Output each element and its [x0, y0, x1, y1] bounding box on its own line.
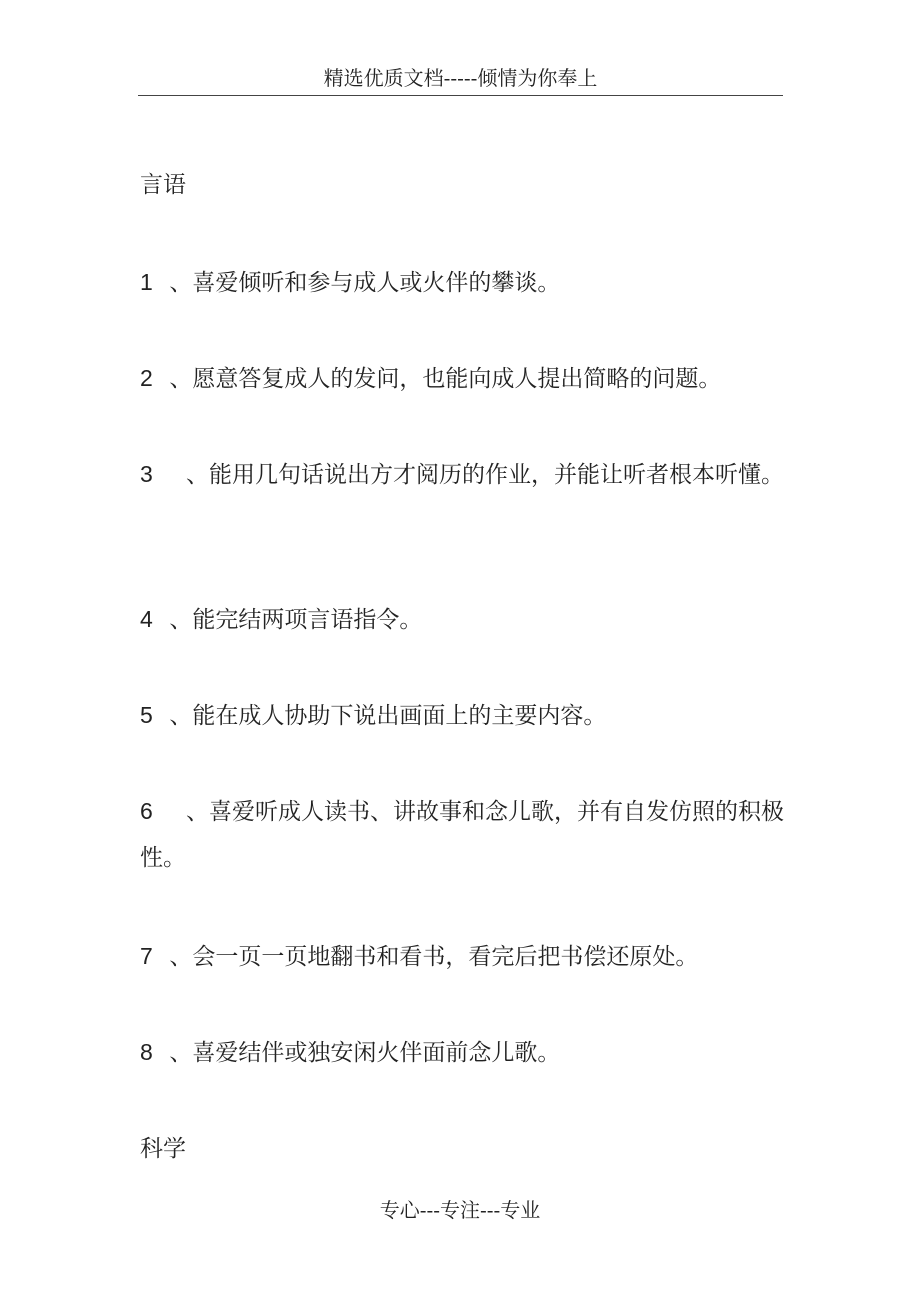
list-item	[140, 259, 790, 306]
list-item	[140, 933, 790, 980]
item-number: 4	[140, 606, 153, 632]
item-number: 7	[140, 943, 153, 969]
item-text: 、喜爱听成人读书、讲故事和念儿歌，并有自发仿照的积极性。	[140, 799, 784, 871]
item-text: 、能完结两项言语指令。	[169, 607, 423, 633]
section-heading-science: 科学	[140, 1136, 186, 1162]
item-number: 8	[140, 1039, 153, 1065]
page-header: 精选优质文档-----倾情为你奉上	[323, 66, 598, 90]
list-item	[140, 1029, 790, 1076]
header-divider	[138, 95, 783, 96]
list-item	[140, 788, 790, 881]
item-text: 、会一页一页地翻书和看书，看完后把书偿还原处。	[169, 944, 699, 970]
item-number: 3	[140, 461, 153, 487]
list-item	[140, 451, 790, 498]
list-item	[140, 596, 790, 643]
item-number: 1	[140, 269, 153, 295]
item-text: 、能用几句话说出方才阅历的作业，并能让听者根本听懂。	[186, 462, 784, 488]
item-number: 5	[140, 702, 153, 728]
section-heading-language: 言语	[140, 172, 186, 198]
item-number: 6	[140, 798, 153, 824]
item-text: 、喜爱倾听和参与成人或火伴的攀谈。	[169, 270, 561, 296]
page-footer: 专心---专注---专业	[379, 1198, 541, 1222]
item-number: 2	[140, 365, 153, 391]
item-text: 、愿意答复成人的发问，也能向成人提出简略的问题。	[169, 366, 722, 392]
list-item	[140, 692, 790, 739]
item-text: 、喜爱结伴或独安闲火伴面前念儿歌。	[169, 1040, 561, 1066]
list-item	[140, 355, 790, 402]
item-text: 、能在成人协助下说出画面上的主要内容。	[169, 703, 607, 729]
